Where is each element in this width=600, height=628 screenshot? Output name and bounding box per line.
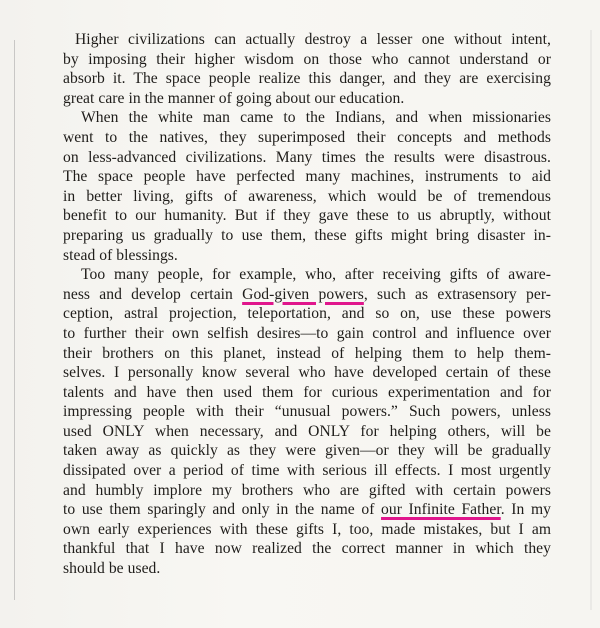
- text-line: stead of blessings.: [63, 246, 178, 264]
- text-line: thankful that I have now realized the correct manner in which they: [63, 540, 551, 558]
- text-line: Higher civilizations can actually destroy a lesser one without intent,: [75, 31, 551, 48]
- text-line: by imposing their higher wisdom on those who cannot understand or: [63, 50, 551, 68]
- text-line: impressing people with their “unusual powers.” Such powers, unless: [63, 403, 551, 421]
- text-line: should be used.: [63, 560, 161, 578]
- text-line: Too many people, for example, who, after receiving gifts of aware-: [81, 266, 551, 284]
- text-line: to further their own selfish desires—to gain control and influence over: [63, 324, 551, 342]
- text-fragment: . In my: [500, 501, 551, 519]
- text-line: talents and have then used them for curious experimentation and for: [63, 383, 551, 401]
- text-line: went to the natives, they superimposed their concepts and methods: [63, 128, 551, 146]
- text-fragment: ness and develop certain: [63, 285, 243, 303]
- text-line: own early experiences with these gifts I, too, made mistakes, but I am: [63, 520, 551, 538]
- highlighted-phrase-our-infinite-father: our Infinite Father: [381, 501, 501, 519]
- text-line: preparing us gradually to use them, these gifts might bring disaster in-: [63, 226, 551, 244]
- body-text: [63, 30, 551, 579]
- text-fragment: to use them sparingly and only in the name of: [63, 501, 382, 519]
- text-line-with-highlight: [63, 285, 551, 305]
- text-line: selves. I personally know several who have developed certain of these: [63, 364, 551, 382]
- text-line: used ONLY when necessary, and ONLY for helping others, will be: [63, 422, 551, 440]
- scan-edge-left: [14, 40, 15, 600]
- text-fragment: , such as extrasensory per-: [363, 285, 552, 303]
- text-line: When the white man came to the Indians, and when missionaries: [81, 109, 551, 127]
- text-line: and humbly implore my brothers who are gifted with certain powers: [63, 481, 551, 499]
- text-line: great care in the manner of going about our education.: [63, 89, 405, 107]
- text-line: The space people have perfected many machines, instruments to aid: [63, 168, 551, 186]
- text-line-with-highlight: [63, 500, 551, 520]
- text-line: their brothers on this planet, instead of helping them to help them-: [63, 344, 551, 362]
- text-line: dissipated over a period of time with serious ill effects. I most urgently: [63, 462, 551, 480]
- text-line: taken away as quickly as they were given—or they will be gradually: [63, 442, 551, 460]
- text-line: benefit to our humanity. But if they gave these to us abruptly, without: [63, 207, 551, 225]
- text-line: ception, astral projection, teleportation, and so on, use these powers: [63, 305, 551, 323]
- scan-edge-right: [590, 30, 592, 610]
- highlighted-phrase-god-given-powers: God-given powers: [242, 285, 364, 303]
- text-line: on less-advanced civilizations. Many times the results were disastrous.: [63, 148, 551, 166]
- text-line: in better living, gifts of awareness, which would be of tremendous: [63, 187, 551, 205]
- text-line: absorb it. The space people realize this danger, and they are exercising: [63, 70, 551, 88]
